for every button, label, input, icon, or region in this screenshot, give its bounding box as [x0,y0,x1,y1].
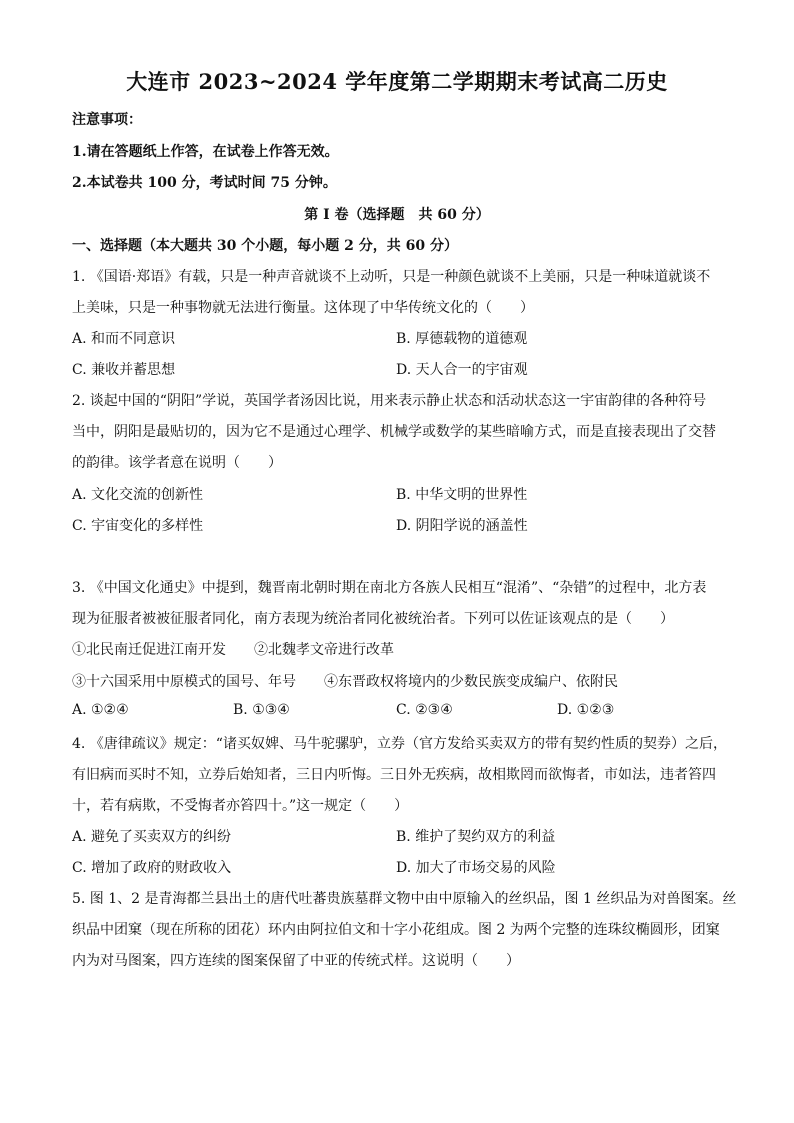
question-text-line: 十，若有病欺，不受悔者亦笞四十。”这一规定（ ） [72,798,409,814]
option-d: D. 天人合一的宇宙观 [396,362,528,378]
question-text-line: 现为征服者被被征服者同化，南方表现为统治者同化被统治者。下列可以佐证该观点的是（ ） [72,611,674,627]
question-text-line: 3. 《中国文化通史》中提到，魏晋南北朝时期在南北方各族人民相互“混淆”、“杂错”的过程中，北方表 [72,580,707,596]
option-d: D. 阴阳学说的涵盖性 [396,518,528,534]
option-c: C. 宇宙变化的多样性 [72,518,204,534]
option-b: B. 中华文明的世界性 [396,487,528,503]
question-text-line: 当中，阴阳是最贴切的，因为它不是通过心理学、机械学或数学的某些暗喻方式，而是直接表现出了交替 [72,424,716,440]
question-text-line: 5. 图 1、2 是青海都兰县出土的唐代吐蕃贵族墓群文物中由中原输入的丝织品，图 1 丝织品为对兽图案。丝 [72,891,737,907]
section-heading: 一、选择题（本大题共 30 个小题，每小题 2 分，共 60 分） [72,238,458,254]
question-text-line: 有旧病而买时不知，立券后始知者，三日内听悔。三日外无疾病，故相欺罔而欲悔者，市如法，违者笞四 [72,767,716,783]
option-a: A. ①②④ [72,702,129,718]
option-c: C. ②③④ [396,702,453,718]
question-text-line: 上美味，只是一种事物就无法进行衡量。这体现了中华传统文化的（ ） [72,300,534,316]
option-d: D. ①②③ [557,702,615,718]
question-text-line: 1. 《国语·郑语》有载，只是一种声音就谈不上动听，只是一种颜色就谈不上美丽，只是一种味道就谈不 [72,269,711,285]
question-text-line: 内为对马图案，四方连续的图案保留了中亚的传统式样。这说明（ ） [72,953,520,969]
question-statement-line: ③十六国采用中原模式的国号、年号 ④东晋政权将境内的少数民族变成编户、依附民 [72,674,618,690]
option-c: C. 增加了政府的财政收入 [72,860,232,876]
exam-title: 大连市 2023~2024 学年度第二学期期末考试高二历史 [126,69,668,94]
notes-item-1: 1.请在答题纸上作答，在试卷上作答无效。 [72,144,339,160]
option-b: B. 厚德载物的道德观 [396,331,528,347]
notes-item-2: 2.本试卷共 100 分，考试时间 75 分钟。 [72,175,337,191]
notes-heading: 注意事项： [72,112,142,128]
option-b: B. ①③④ [233,702,290,718]
part-heading: 第 I 卷（选择题 共 60 分） [304,207,490,223]
option-a: A. 和而不同意识 [72,331,176,347]
question-text-line: 的韵律。该学者意在说明（ ） [72,455,282,471]
option-a: A. 避免了买卖双方的纠纷 [72,829,232,845]
question-text-line: 织品中团窠（现在所称的团花）环内由阿拉伯文和十字小花组成。图 2 为两个完整的连珠纹椭圆形，团窠 [72,922,720,938]
option-d: D. 加大了市场交易的风险 [396,860,556,876]
question-text-line: 2. 谈起中国的“阴阳”学说，英国学者汤因比说，用来表示静止状态和活动状态这一宇宙韵律的各种符号 [72,393,707,409]
question-statement-line: ①北民南迁促进江南开发 ②北魏孝文帝进行改革 [72,642,394,658]
option-a: A. 文化交流的创新性 [72,487,204,503]
option-c: C. 兼收并蓄思想 [72,362,176,378]
question-text-line: 4. 《唐律疏议》规定：“诸买奴婢、马牛驼骡驴，立券（官方发给买卖双方的带有契约性质的契券）之后， [72,736,727,752]
option-b: B. 维护了契约双方的利益 [396,829,556,845]
